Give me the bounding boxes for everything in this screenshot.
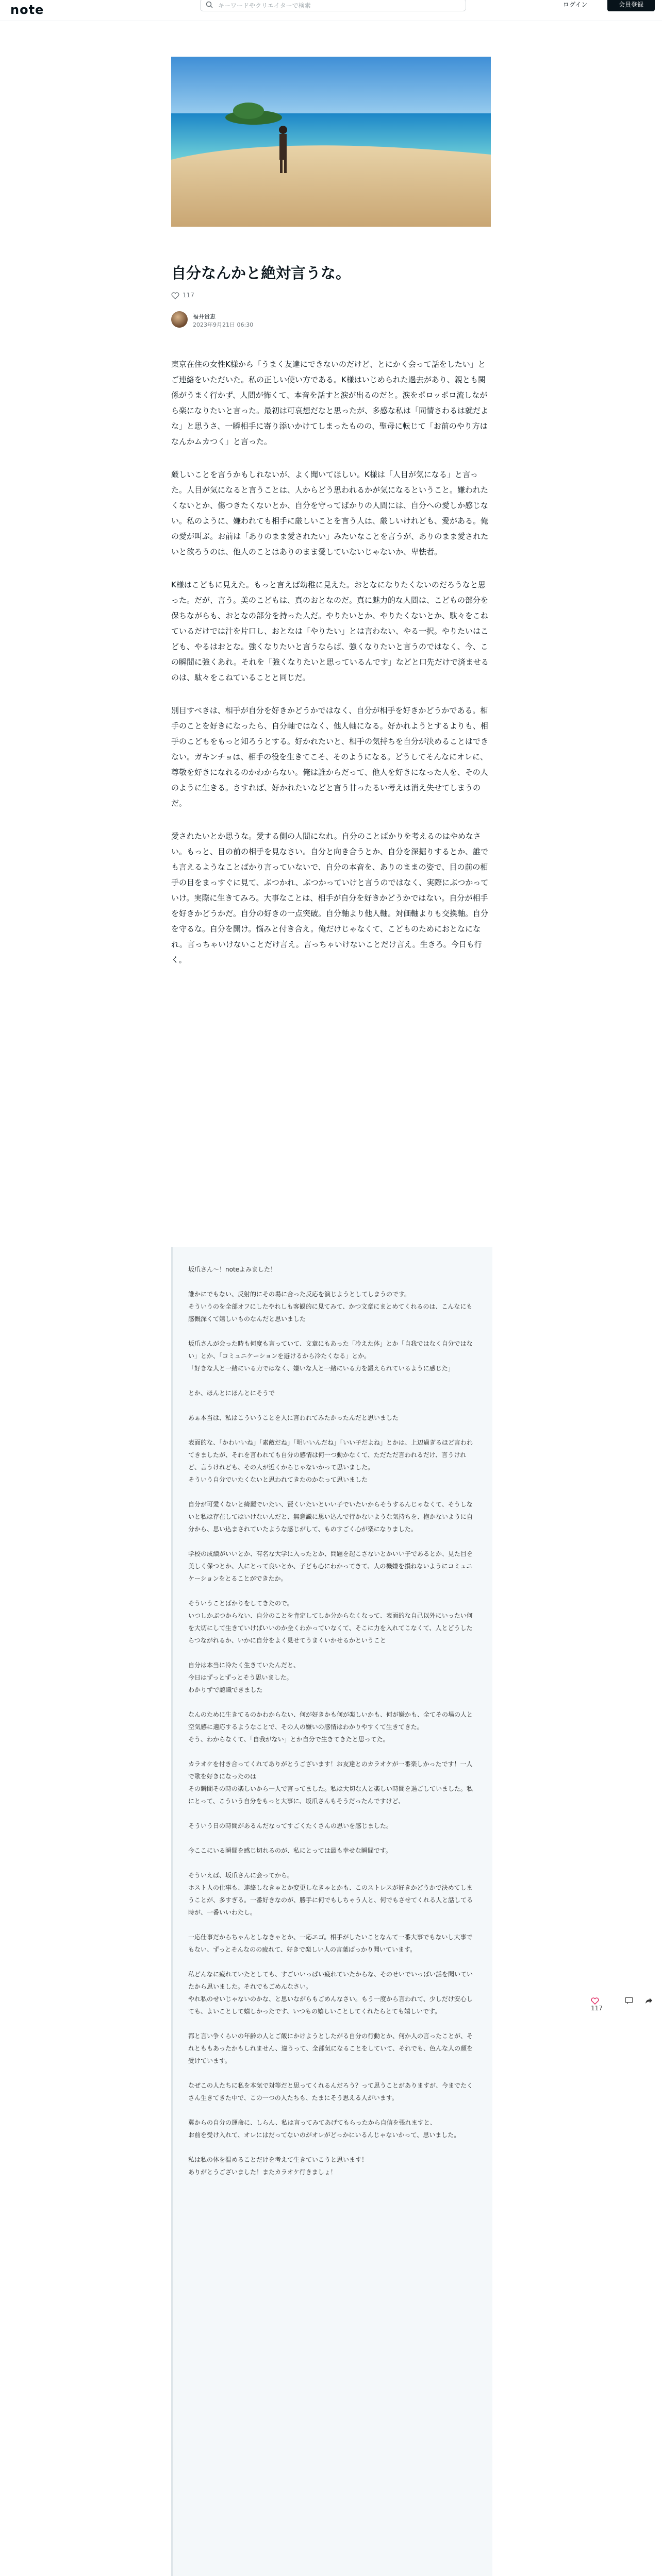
side-like-button[interactable]	[591, 1997, 603, 2012]
paragraph: 厳しいことを言うかもしれないが、よく聞いてほしい。K様は「人目が気になる」と言った。人目が気になると言うことは、人からどう思われるかが気になるということ。嫌われたくないとか、傷つきたくないとか、自分を守ってばかりの人間には、自分への愛しか感じない。私のように、嫌われても相手に厳しいことを言う人は、厳しいけれども、愛がある。俺の愛が叫ぶ。お前は「ありのまま愛されたい」みたいなことを言うが、ありのまま愛されたいと欲ろうのは、他人のことはありのまま愛していないじゃないか、卑怯者。	[171, 470, 489, 556]
quote-paragraph: 誰かにでもない、反射的にその場に合った反応を演じようとしてしまうのです。 そういうのを全部オフにしたやれしも客観的に見てみて、かつ文章にまとめてくれるのは、こんなにも感慨深くて嬉しいものなんだと思いました	[188, 1291, 473, 1323]
share-button[interactable]	[644, 1997, 653, 2006]
quote-paragraph: 私は私の体を温めることだけを考えて生きていこうと思います！ ありがとうございました！またカラオケ行きましょ！	[188, 2156, 368, 2176]
quote-paragraph: カラオケを付き合ってくれてありがとうございます！お友達とのカラオケが一番楽しかったです！一人で歌を好きになったのは その瞬間その時の楽しいから一人で言ってました。私は大切な人と楽しい時間を過ごしていました。私にとって、こういう自分をもっと大事に、坂爪さんもそうだったんですけど、 そういう日の時間があるんだなってすごくたくさんの思いを感じました。	[188, 1760, 473, 1829]
heart-icon	[171, 292, 179, 299]
quote-paragraph: 坂爪さんが会った時も何度も言っていて、文章にもあった「冷えた体」とか「自我ではなく自分ではない」とか、「コミュニケーションを避けるから冷たくなる」とか。 「好きな人と一緒にいる力ではなく、嫌いな人と一緒にいる力を鍛えられているように感じた」	[188, 1340, 473, 1372]
quote-paragraph: なんのために生きてるのかわからない、何が好きかも何が楽しいかも、何が嫌かも、全てその場の人と空気感に適応するようなことで、その人の嫌いの感情はわかりやすくて生きてきた。 そう、わからなくて、「自我がない」とか自分で生きてきたと思ってた。	[188, 1711, 473, 1743]
search-icon	[206, 1, 213, 8]
quote-paragraph: 私どんなに疲れていたとしても、すごいいっぱい疲れていたからな、そのせいでいっぱい話を聞いていたから思いました。それでもごめんなさい。 やれ私のせいじゃないのかな、と思いながらもごめんなさい。もう一度から言われて、少しだけ安心しても、よいことして嬉しかったです、いつもの嬉しいことしてくれたらとても嬉しいです。	[188, 1971, 473, 2015]
quote-paragraph: そういえば、坂爪さんに会ってから。 ホスト人の仕事も、連絡しなきゃとか変更しなきゃとかも、このストレスが好きかどうかで決めてしまうことが、多すぎる。一番好きなのが、勝手に何でもしちゃう人と、何でもさせてくれる人と話してる時が、一番いいわたし。	[188, 1872, 473, 1916]
article-body	[171, 357, 491, 985]
quote-paragraph: そういうことばかりをしてきたので。 いつしかぶつからない、自分のことを肯定してしか分からなくなって、表面的な自己以外にいったい何を大切にして生きていけばいいのか全くわかっていなくて、そこに力を入れてこなくて、人とどうしたらつながれるか、いかに自分をよく見せてうまくいかせるかということ	[188, 1600, 473, 1644]
like-button-top[interactable]	[171, 292, 194, 299]
article-title: 自分なんかと絶対言うな。	[171, 264, 351, 282]
quote-paragraph: とか、ほんとにほんとにそうで	[188, 1389, 275, 1397]
comment-icon	[625, 1997, 633, 2004]
quote-paragraph: 自分は本当に冷たく生きていたんだと、 今日はずっとずっとそう思いました。 わかりずで認識できました	[188, 1662, 300, 1693]
quote-paragraph: 表面的な、「かわいいね」「素敵だね」「明いいんだね」「いい子だよね」とかは、上辺過ぎるほど言われてきましたが、それを言われても自分の感情は何一つ動かなくて、ただただ言われるだけ、言うけれど、言うけれども、その人が近くからじゃないかって思いました。 そういう自分でいたくないと思われてきたのかなって思いました	[188, 1439, 473, 1483]
like-count: 117	[183, 292, 194, 299]
paragraph: 愛されたいとか思うな。愛する側の人間になれ。自分のことばかりを考えるのはやめなさい。もっと、目の前の相手を見なさい。自分と向き合うとか、自分を深掘りするとか、誰でも言えるようなことばかり言っていないで、自分の本音を、ありのままの姿で、目の前の相手の目をまっすぐに見て、ぶつかれ、ぶつかっていけと言うのではなく、実際にぶつかっていけ。実際に生きてみろ。大事なことは、相手が自分を好きかどうかではない。自分が相手を好きかどうかだ。自分の好きの一点突破。自分軸より他人軸。対価軸よりも交換軸。自分を守るな。自分を開け。悩みと付き合え。俺だけじゃなくて、こどものためにおとなになれ。言っちゃいけないことだけ言え。言っちゃいけないことだけ言え。生きろ。今日も行く。	[171, 832, 489, 964]
avatar[interactable]	[171, 311, 188, 328]
note-logo[interactable]: note	[10, 3, 44, 17]
search-placeholder: キーワードやクリエイターで検索	[218, 2, 311, 9]
heart-icon	[591, 1997, 599, 2005]
quote-paragraph: あぁ本当は、私はこういうことを人に言われてみたかったんだと思いました	[188, 1414, 399, 1421]
share-icon	[644, 1997, 653, 2004]
quote-paragraph: 冀からの自分の運命に、しらん、私は言ってみてあげてもらったから自信を張れますと、 お前を受け入れて、オレにはだってないのがオレがどっかにいるんじゃないかって、思いました。	[188, 2119, 460, 2139]
quoted-message	[171, 1247, 492, 2576]
quote-paragraph: 自分が可愛くないと綺麗でいたい、賢くいたいといい子でいたいからそうするんじゃなくて、そうしないと私は存在してはいけないんだと、無意識に思い込んで行かないような気持ちを、抱かないように自分から、思い込まされていたような感じがして、ものすごく心が楽になりました。	[188, 1501, 473, 1533]
quote-paragraph: 都と言い争くらいの年齢の人とご飯にかけようとしたがる自分の行動とか、何か人の言ったことが、それとももあったかもしれません、違うって、全部気になることをしていて、それでも、色んな人の顔を受けています。	[188, 2032, 473, 2064]
paragraph: K様はこどもに見えた。もっと言えば幼稚に見えた。おとなになりたくないのだろうなと思った。だが、言う。美のこどもは、真のおとなのだ。真に魅力的な人間は、こどもの部分を保ちながらも、おとなの部分を持った人だ。やりたいとか、やりたくないとか、駄々をこねているだけでは汁を片口し、おとなは「やりたい」とは言わない、やる一択。やりたいはこども、やるはおとな。強くなりたいと言うならば、強くなりたいと言うのではなく、今、この瞬間に強くあれ。それを「強くなりたいと思っているんです」などと口先だけで済ませるのは、駄々をこねていることと同じだ。	[171, 580, 489, 682]
quote-paragraph: 坂爪さん〜！noteよみました！	[188, 1266, 277, 1273]
beach-photo	[171, 57, 491, 227]
comment-button[interactable]	[625, 1997, 633, 2006]
quote-paragraph: 学校の成績がいいとか、有名な大学に入ったとか、問題を起こさないとかいい子であるとか、見た目を美しく保つとか、人にとって良いとか、子ども心にわかってきて、人の機嫌を損ねないようにコミュニケーションをとることができたか。	[188, 1550, 473, 1582]
quote-paragraph: 今ここにいる瞬間を感じ切れるのが、私にとっては最も幸せな瞬間です。	[188, 1847, 392, 1854]
login-link[interactable]: ログイン	[563, 1, 588, 8]
paragraph: 東京在住の女性K様から「うまく友達にできないのだけど、とにかく会って話をしたい」とご連絡をいただいた。私の正しい使い方である。K様はいじめられた過去があり、親とも関係がうまく行かず、人間が怖くて、本音を話すと涙が出るのだと。涙をポロッポロ流しながら楽になりたいと言った。最初は可哀想だなと思ったが、多感な私は「同情さわるは就だよな」と思うさ、一瞬相手に寄り添いかけてしまったものの、聖母に転じて「お前のやり方はなんかムカつく」と言った。	[171, 360, 489, 446]
quote-paragraph: なぜこの人たちに私を本気で対等だと思ってくれるんだろう？って思うことがありますが、今までたくさん生きてきた中で、この一つの人たちも、たまにそう思える人がいます。	[188, 2082, 473, 2102]
quote-paragraph: 一応仕事だからちゃんとしなきゃとか、一応エゴ。相手がしたいことなんて一番大事でもないし大事でもない、ずっとそんなのの疲れて、好きで楽しい人の言葉ばっかり聞いています。	[188, 1934, 473, 1953]
author-name[interactable]: 福井貴恵	[193, 313, 216, 320]
search-box[interactable]	[200, 0, 466, 11]
side-like-count: 117	[591, 2004, 603, 2012]
hero-image	[171, 57, 491, 227]
paragraph: 別目すべきは、相手が自分を好きかどうかではなく、自分が相手を好きかどうかである。相手のことを好きになったら、自分軸ではなく、他人軸になる。好かれようとするよりも、相手のこどもをもっと知ろうとする。好かれたいと、相手の気持ちを自分が決めることはできない。ガキンチョは、相手の役を生きてこそ、そのようになる。どうしてそんなにオレに、尊敬を好きになれるのかわからない。俺は誰からだって、他人を好きになった人を、その人のように生きる。さすれば、好かれたいなどと言う甘ったるい考えは消え失せてしまうのだ。	[171, 706, 489, 808]
publish-date: 2023年9月21日 06:30	[193, 321, 254, 328]
signup-button[interactable]: 会員登録	[607, 0, 655, 11]
site-header	[0, 0, 662, 21]
